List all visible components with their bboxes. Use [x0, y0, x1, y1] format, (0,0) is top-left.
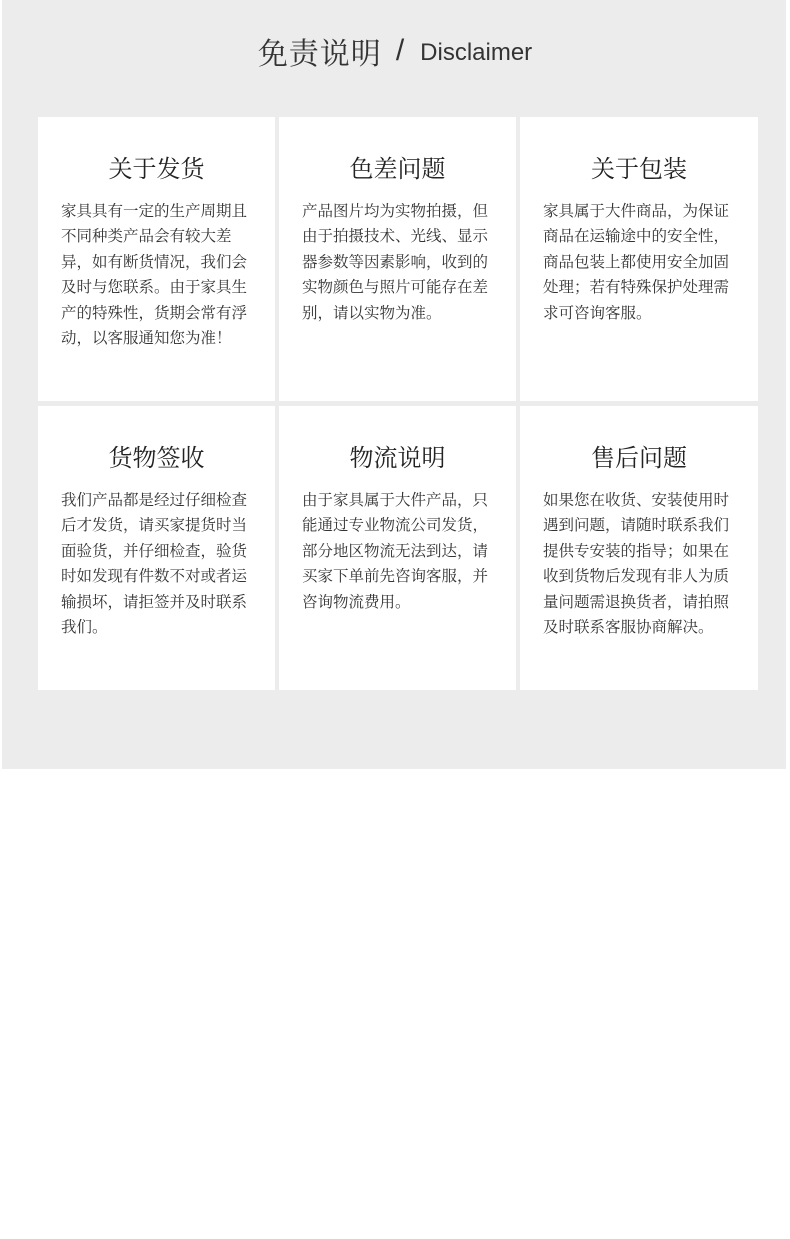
- card-title: 关于发货: [108, 155, 205, 183]
- card-receipt: [38, 406, 275, 690]
- card-body: 产品图片均为实物拍摄，但由于拍摄技术、光线、显示器参数等因素影响，收到的实物颜色与照片可能存在差别，请以实物为准。: [302, 202, 489, 322]
- page-subtitle: Disclaimer: [420, 39, 533, 66]
- card-body: 家具属于大件商品，为保证商品在运输途中的安全性，商品包装上都使用安全加固处理；若有特殊保护处理需求可咨询客服。: [543, 202, 730, 322]
- card-logistics: [279, 406, 516, 690]
- card-body: 由于家具属于大件产品，只能通过专业物流公司发货，部分地区物流无法到达，请买家下单前先咨询客服，并咨询物流费用。: [302, 491, 489, 611]
- card-title: 售后问题: [591, 444, 687, 472]
- info-card-grid: [38, 117, 756, 690]
- card-title: 关于包装: [591, 155, 687, 183]
- card-title: 物流说明: [349, 444, 446, 472]
- page-title: 免责说明: [257, 37, 382, 72]
- card-body: 家具具有一定的生产周期且不同种类产品会有较大差异，如有断货情况，我们会及时与您联系。由于家具生产的特殊性，货期会常有浮动，以客服通知您为准！: [61, 202, 248, 348]
- card-after-sales: [520, 406, 758, 690]
- card-body: 我们产品都是经过仔细检查后才发货，请买家提货时当面验货，并仔细检查，验货时如发现有件数不对或者运输损坏，请拒签并及时联系我们。: [61, 491, 248, 637]
- card-title: 色差问题: [349, 155, 446, 183]
- card-color-difference: [279, 117, 516, 401]
- card-shipping: [38, 117, 275, 401]
- disclaimer-header: [0, 26, 790, 76]
- title-separator: /: [395, 34, 405, 67]
- card-title: 货物签收: [108, 444, 205, 472]
- card-body: 如果您在收货、安装使用时遇到问题，请随时联系我们提供专安装的指导；如果在收到货物后发现有非人为质量问题需退换货者，请拍照及时联系客服协商解决。: [543, 491, 730, 637]
- card-packaging: [520, 117, 758, 401]
